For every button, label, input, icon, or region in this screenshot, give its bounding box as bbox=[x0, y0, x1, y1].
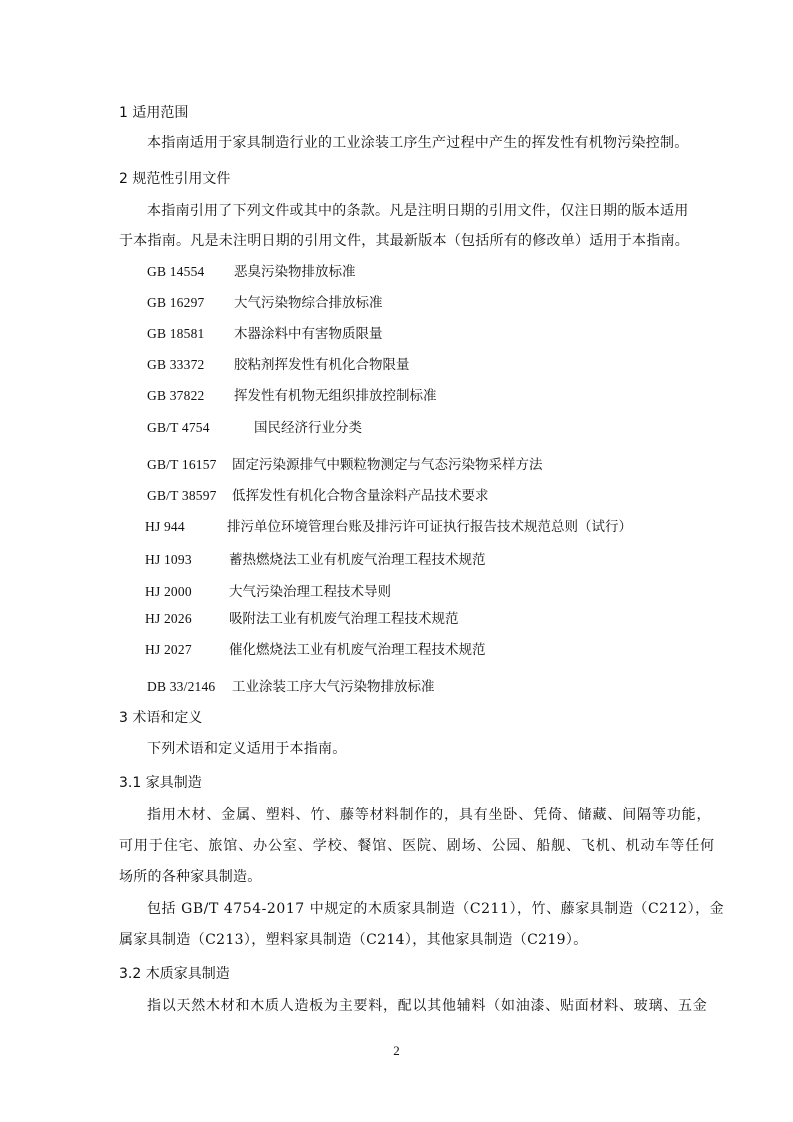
reference-code: HJ 2000 bbox=[145, 584, 192, 599]
reference-title: 国民经济行业分类 bbox=[254, 420, 362, 436]
section-2-heading: 2 规范性引用文件 bbox=[119, 171, 231, 187]
section-3-body: 下列术语和定义适用于本指南。 bbox=[147, 741, 347, 757]
section-1-body: 本指南适用于家具制造行业的工业涂装工序生产过程中产生的挥发性有机物污染控制。 bbox=[147, 135, 689, 151]
section-3-heading: 3 术语和定义 bbox=[119, 710, 203, 726]
reference-code: GB/T 16157 bbox=[147, 457, 217, 472]
reference-code: GB 37822 bbox=[147, 388, 205, 403]
section-2-body-line-2: 于本指南。凡是未注明日期的引用文件，其最新版本（包括所有的修改单）适用于本指南。 bbox=[119, 233, 689, 249]
reference-title: 固定污染源排气中颗粒物测定与气态污染物采样方法 bbox=[232, 457, 543, 473]
reference-title: 排污单位环境管理台账及排污许可证执行报告技术规范总则（试行） bbox=[227, 519, 632, 535]
reference-title: 大气污染治理工程技术导则 bbox=[229, 584, 391, 600]
reference-title: 吸附法工业有机废气治理工程技术规范 bbox=[229, 611, 459, 627]
section-2-body-line-1: 本指南引用了下列文件或其中的条款。凡是注明日期的引用文件，仅注日期的版本适用 bbox=[147, 203, 689, 219]
section-3-1-paragraph-1-line-1: 指用木材、金属、塑料、竹、藤等材料制作的，具有坐卧、凭倚、储藏、间隔等功能， bbox=[147, 807, 712, 823]
page-number: 2 bbox=[393, 1043, 400, 1058]
reference-code: HJ 1093 bbox=[145, 552, 192, 567]
reference-title: 催化燃烧法工业有机废气治理工程技术规范 bbox=[229, 642, 486, 658]
section-3-1-heading: 3.1 家具制造 bbox=[119, 775, 202, 791]
reference-title: 低挥发性有机化合物含量涂料产品技术要求 bbox=[232, 488, 489, 504]
section-3-1-paragraph-1-line-3: 场所的各种家具制造。 bbox=[119, 869, 262, 885]
section-3-1-paragraph-2-line-2: 属家具制造（C213），塑料家具制造（C214），其他家具制造（C219）。 bbox=[119, 932, 588, 948]
reference-title: 蓄热燃烧法工业有机废气治理工程技术规范 bbox=[229, 552, 486, 568]
reference-title: 工业涂装工序大气污染物排放标准 bbox=[232, 679, 435, 695]
reference-code: HJ 2027 bbox=[145, 642, 192, 657]
reference-title: 恶臭污染物排放标准 bbox=[234, 264, 356, 280]
reference-code: GB 14554 bbox=[147, 264, 205, 279]
reference-code: HJ 2026 bbox=[145, 611, 192, 626]
section-3-1-paragraph-2-line-1: 包括 GB/T 4754-2017 中规定的木质家具制造（C211），竹、藤家具制造（C212），金 bbox=[147, 901, 725, 917]
reference-code: GB 16297 bbox=[147, 295, 205, 310]
section-3-2-paragraph-1-line-1: 指以天然木材和木质人造板为主要料，配以其他辅料（如油漆、贴面材料、玻璃、五金 bbox=[147, 998, 708, 1014]
reference-code: HJ 944 bbox=[145, 519, 185, 534]
reference-title: 挥发性有机物无组织排放控制标准 bbox=[234, 388, 437, 404]
reference-code: DB 33/2146 bbox=[147, 679, 216, 694]
reference-title: 木器涂料中有害物质限量 bbox=[234, 326, 383, 342]
reference-code: GB 33372 bbox=[147, 357, 205, 372]
reference-code: GB 18581 bbox=[147, 326, 205, 341]
reference-code: GB/T 38597 bbox=[147, 488, 217, 503]
section-1-heading: 1 适用范围 bbox=[119, 105, 189, 121]
reference-code: GB/T 4754 bbox=[147, 420, 210, 435]
reference-title: 大气污染物综合排放标准 bbox=[234, 295, 383, 311]
reference-title: 胶粘剂挥发性有机化合物限量 bbox=[234, 357, 410, 373]
section-3-2-heading: 3.2 木质家具制造 bbox=[119, 966, 230, 982]
section-3-1-paragraph-1-line-2: 可用于住宅、旅馆、办公室、学校、餐馆、医院、剧场、公园、船舰、飞机、机动车等任何 bbox=[119, 838, 715, 854]
